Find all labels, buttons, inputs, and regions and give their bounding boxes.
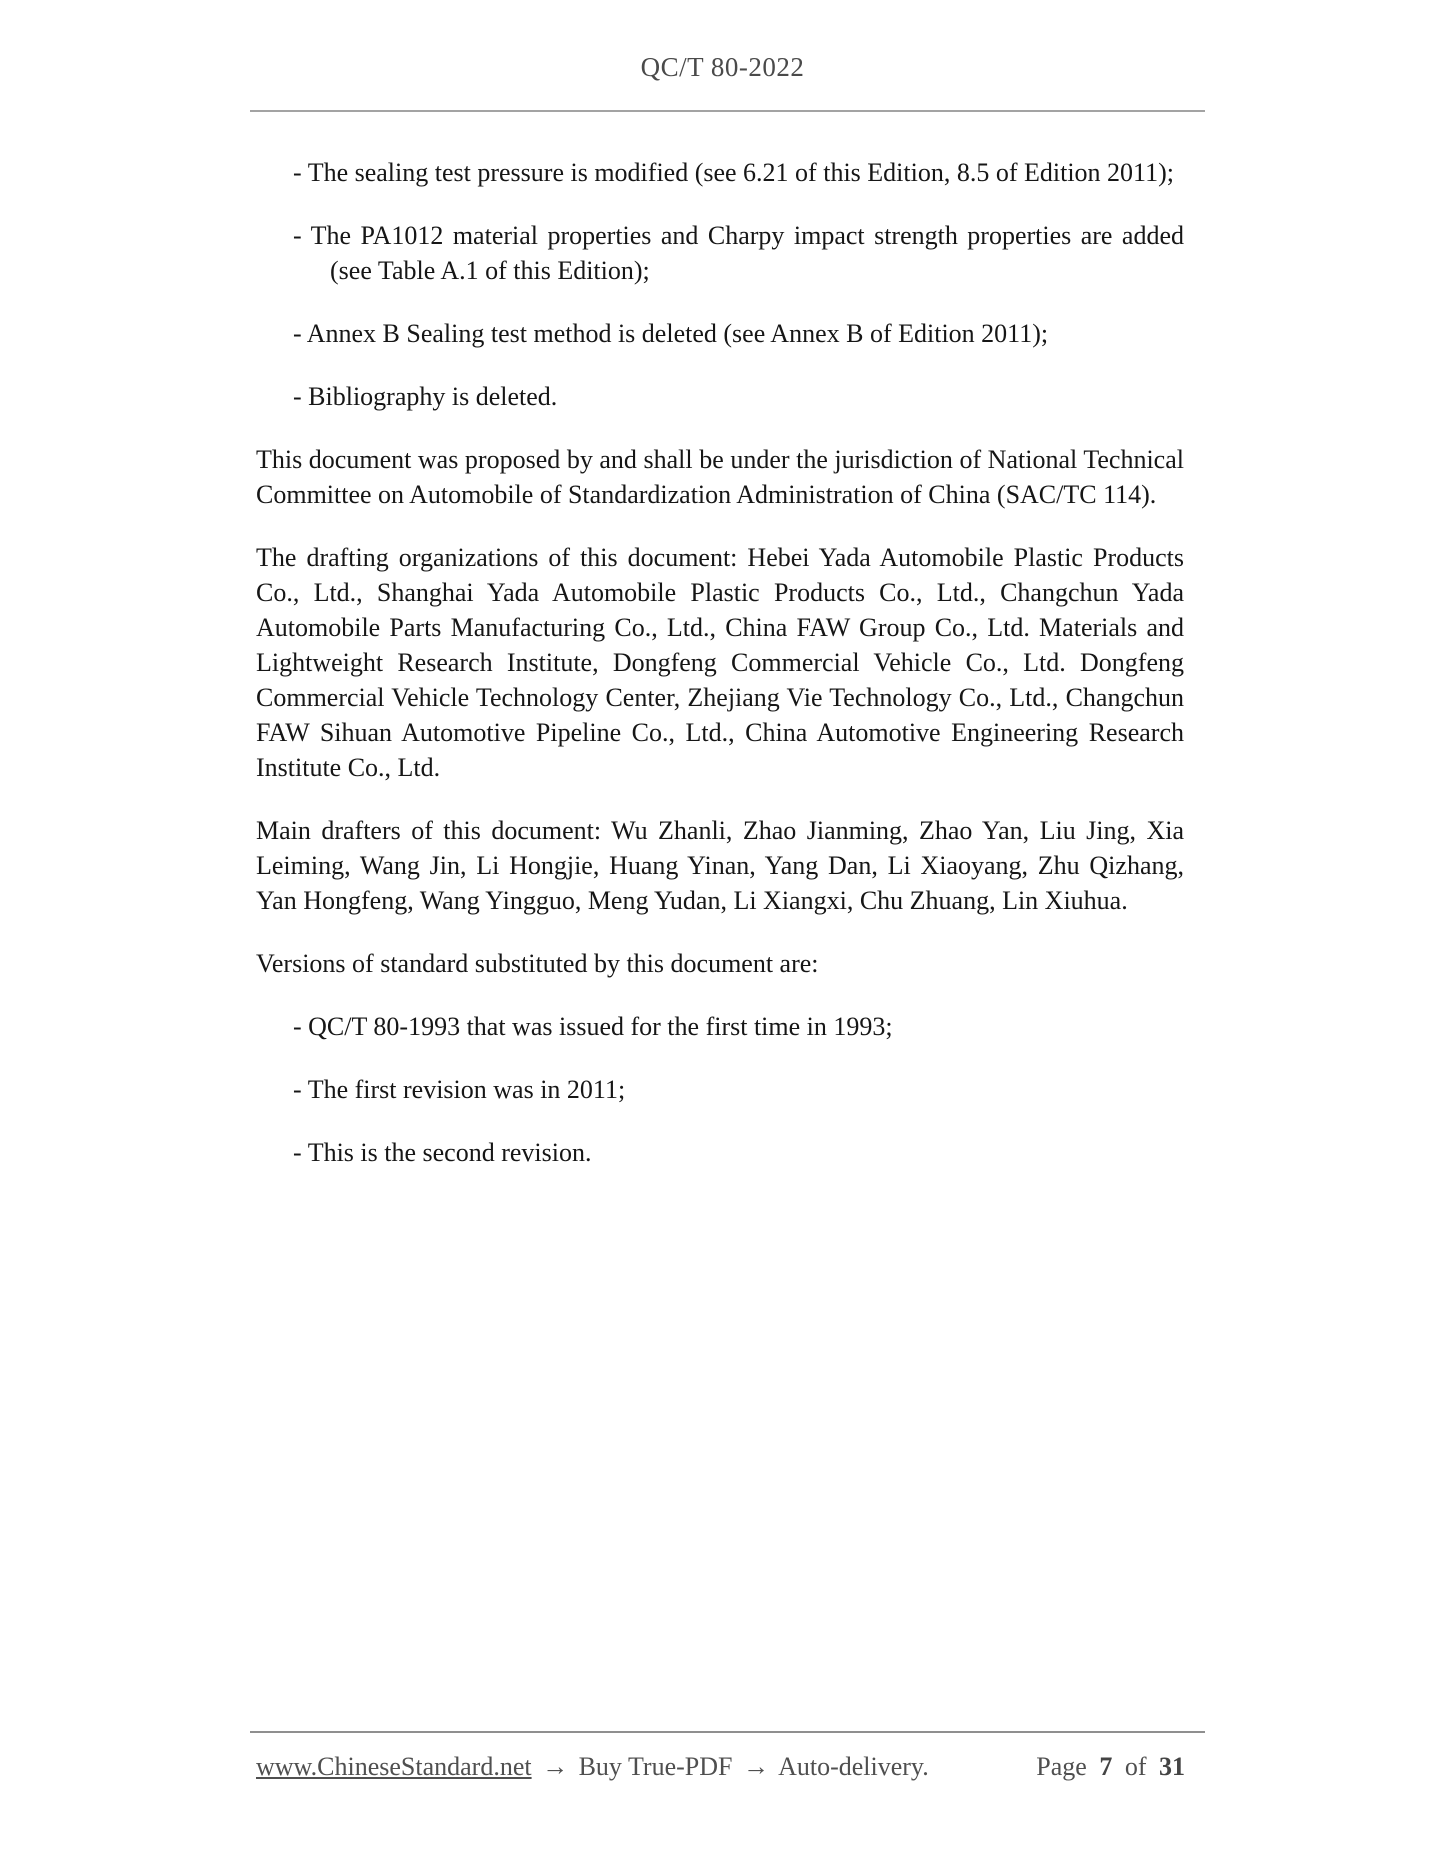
change-bullet-2: - The PA1012 material properties and Charpy impact strength properties are added (see Table A.1 of this Edition); [293,221,1184,285]
header-title: QC/T 80-2022 [640,52,805,82]
version-bullet-1: - QC/T 80-1993 that was issued for the first time in 1993; [293,1012,893,1041]
change-bullet-3: - Annex B Sealing test method is deleted (see Annex B of Edition 2011); [293,319,1049,348]
page-total: 31 [1159,1752,1185,1781]
footer-buy-label: Buy True-PDF [578,1752,733,1781]
of-label: of [1124,1752,1147,1781]
version-bullet-2: - The first revision was in 2011; [293,1075,626,1104]
paragraph-versions-intro: Versions of standard substituted by this document are: [256,949,819,978]
footer-site-link[interactable]: www.ChineseStandard.net [256,1752,532,1781]
version-bullet-3: - This is the second revision. [293,1138,592,1167]
page-indicator [1036,1752,1185,1782]
change-bullet-1: - The sealing test pressure is modified (see 6.21 of this Edition, 8.5 of Edition 2011); [293,158,1174,187]
page-label: Page [1036,1752,1087,1781]
header-rule [250,110,1205,112]
paragraph-drafting-organizations: The drafting organizations of this document: Hebei Yada Automobile Plastic Products Co., Ltd., Shanghai Yada Automobile Plastic Products Co., Ltd., Changchun Yada Automobile Parts Manufacturing Co., Ltd., China FAW Group Co., Ltd. Materials and Lightweight Research Institute, Dongfeng Commercial Vehicle Co., Ltd. Dongfeng Commercial Vehicle Technology Center, Zhejiang Vie Technology Co., Ltd., Changchun FAW Sihuan Automotive Pipeline Co., Ltd., China Automotive Engineering Research Institute Co., Ltd. [256,543,1184,782]
footer-delivery-label: Auto-delivery. [778,1752,929,1781]
footer-info [256,1752,929,1782]
paragraph-main-drafters: Main drafters of this document: Wu Zhanli, Zhao Jianming, Zhao Yan, Liu Jing, Xia Leiming, Wang Jin, Li Hongjie, Huang Yinan, Yang Dan, Li Xiaoyang, Zhu Qizhang, Yan Hongfeng, Wang Yingguo, Meng Yudan, Li Xiangxi, Chu Zhuang, Lin Xiuhua. [256,816,1184,915]
page-number: 7 [1099,1752,1113,1781]
document-body [256,155,1184,1198]
arrow-right-icon: → [542,1752,569,1781]
arrow-right-icon: → [743,1752,769,1781]
footer-rule [250,1731,1205,1733]
paragraph-jurisdiction: This document was proposed by and shall be under the jurisdiction of National Technical Committee on Automobile of Standardization Administration of China (SAC/TC 114). [256,445,1184,509]
change-bullet-4: - Bibliography is deleted. [293,382,558,411]
